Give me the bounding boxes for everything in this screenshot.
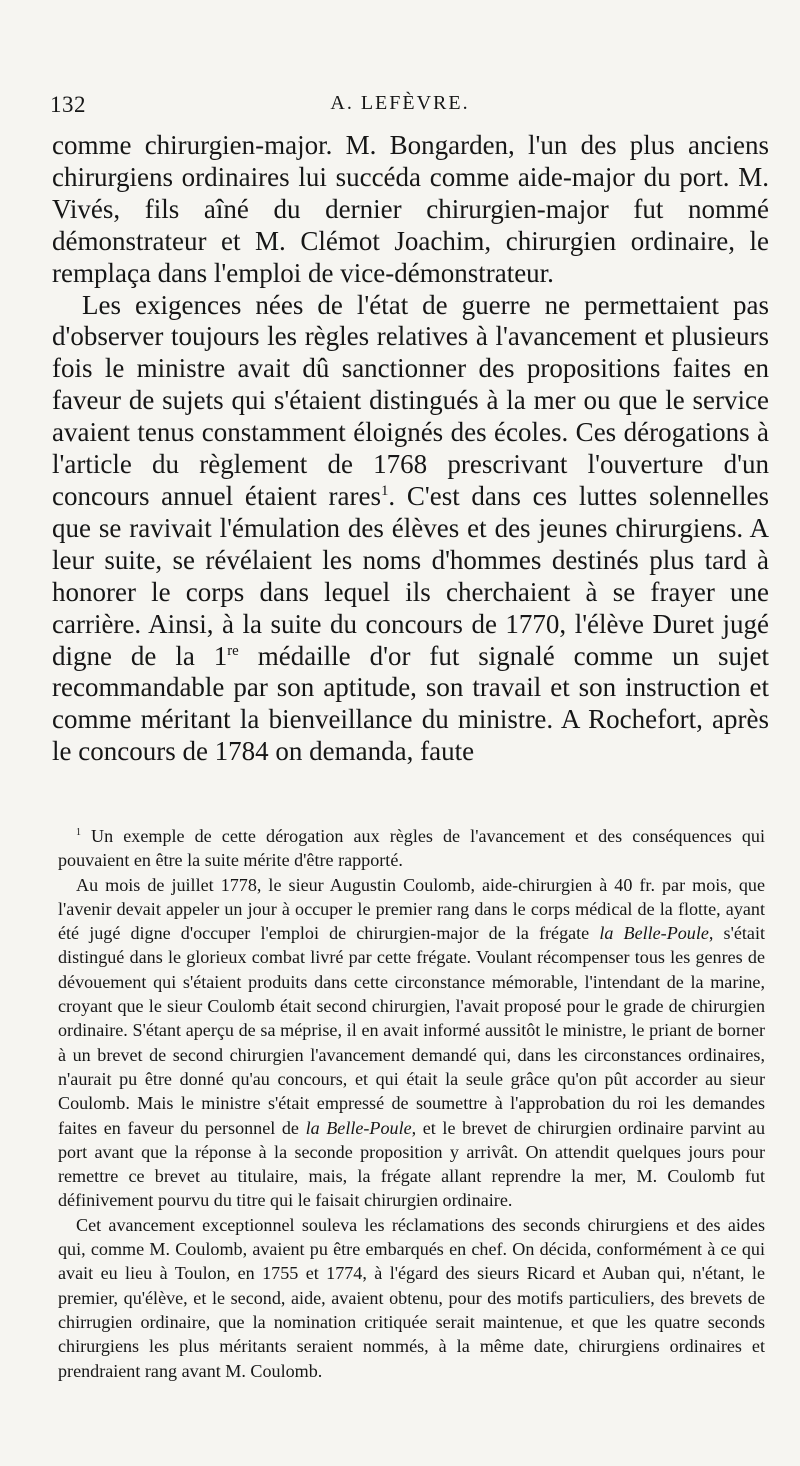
page-header [50,92,750,126]
paragraph-2-text-c: médaille d'or fut signalé comme un sujet recommandable par son aptitude, son travail et son instruction et comme méritant la bienveillance du ministre. A Rochefort, après le concours de 1784 on demanda, faute [52,640,769,767]
footnote-1 [58,824,765,873]
footnote-p2-text-a: Au mois de juillet 1778, le sieur Augustin Coulomb, aide-chirurgien à 40 fr. par mois, que l'avenir devait appeler un jour à occuper le premier rang dans le corps médical de la flotte, ayant été jugé digne d'occuper l'emploi de chirurgien-major de la frégate [58,874,765,944]
running-head: A. LEFÈVRE. [330,92,470,114]
paragraph-2 [52,290,769,769]
ordinal-superscript: re [227,642,239,659]
footnotes [58,824,765,1383]
footnote-p2-text-c: , et le brevet de chirurgien ordinaire parvint au port avant que la réponse à la seconde proposition y arrivât. On attendit quelques jours pour remettre ce brevet au titulaire, mais, la frégate allant reprendre la mer, M. Coulomb fut définivement pourvu du titre qui le faisait chirurgien ordinaire. [58,1117,765,1211]
footnote-paragraph-2 [58,873,765,1213]
footnote-1-text: Un exemple de cette dérogation aux règles de l'avancement et des conséquences qui pouvaient en être la suite mérite d'être rapporté. [58,826,765,871]
paragraph-2-text-a: Les exigences nées de l'état de guerre ne permettaient pas d'observer toujours les règles relatives à l'avancement et plusieurs fois le ministre avait dû sanctionner des propositions faites en faveur de sujets qui s'étaient distingués à la mer ou que le service avaient tenus constamment éloignés des écoles. Ces dérogations à l'article du règlement de 1768 prescrivant l'ouverture d'un concours annuel étaient rares [52,289,769,511]
footnote-p3-text: Cet avancement exceptionnel souleva les réclamations des seconds chirurgiens et des aides qui, comme M. Coulomb, avaient pu être embarqués en chef. On décida, conformément à ce qui avait eu lieu à Toulon, en 1755 et 1774, à l'égard des sieurs Ricard et Auban qui, n'étant, le premier, qu'élève, et le second, aide, avaient obtenu, pour des motifs particuliers, des brevets de chirrugien ordinaire, que la nomination critiquée serait maintenue, et que les quatre seconds chirurgiens les plus méritants seraient nommés, à la même date, chirurgiens ordinaires et prendraient rang avant M. Coulomb. [58,1214,765,1381]
paragraph-1-text: comme chirurgien-major. M. Bongarden, l'un des plus anciens chirurgiens ordinaires lui succéda comme aide-major du port. M. Vivés, fils aîné du dernier chirurgien-major fut nommé démonstrateur et M. Clémot Joachim, chirurgien ordinaire, le remplaça dans l'emploi de vice-démonstrateur. [52,130,769,288]
footnote-reference: 1 [380,482,389,499]
ship-name: la Belle-Poule [599,923,709,944]
footnote-paragraph-3 [58,1213,765,1383]
ship-name: la Belle-Poule [305,1117,412,1138]
main-text [52,130,769,768]
paragraph-2-text-b: . C'est dans ces luttes solennelles que se ravivait l'émulation des élèves et des jeunes chirurgiens. A leur suite, se révélaient les noms d'hommes destinés plus tard à honorer le corps dans lequel ils cherchaient à se frayer une carrière. Ainsi, à la suite du concours de 1770, l'élève Duret jugé digne de la 1 [52,480,769,671]
paragraph-1 [52,130,769,290]
footnote-marker: 1 [76,826,81,838]
page-number: 132 [50,92,86,117]
footnote-p2-text-b: , s'était distingué dans le glorieux combat livré par cette frégate. Voulant récompenser tous les genres de dévouement qui s'étaient produits dans cette circonstance mémorable, l'intendant de la marine, croyant que le sieur Coulomb était second chirurgien, l'avait proposé pour le grade de chirurgien ordinaire. S'étant aperçu de sa méprise, il en avait informé aussitôt le ministre, le priant de borner à un brevet de second chirurgien l'avancement demandé qui, dans les circonstances ordinaires, n'aurait pu être donné qu'au concours, et qui était la seule grâce qu'on pût accorder au sieur Coulomb. Mais le ministre s'était empressé de soumettre à l'approbation du roi les demandes faites en faveur du personnel de [58,923,765,1138]
